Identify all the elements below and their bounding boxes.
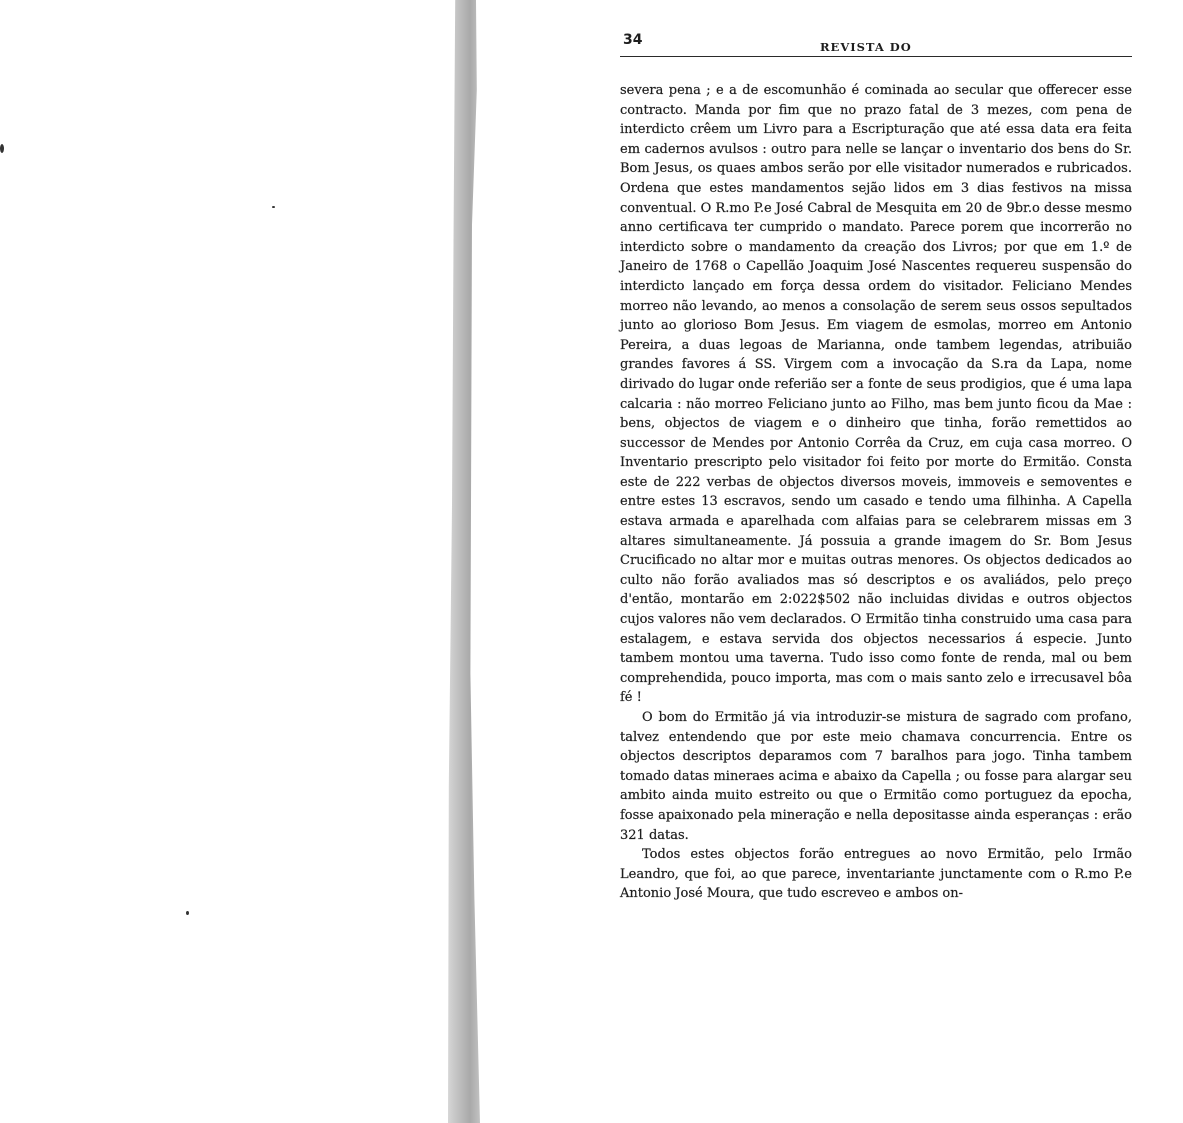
body-text (620, 81, 1132, 904)
book-spine-shadow (448, 0, 488, 1123)
paragraph-3: Todos estes objectos forão entregues ao novo Ermitão, pelo Irmão Leandro, que foi, ao que parece, inventariante junctamente com o R.mo P.e Antonio José Moura, que tudo escreveo e ambos on- (620, 847, 1132, 902)
scan-speck (186, 911, 189, 915)
page-header (620, 30, 1132, 57)
scan-speck (0, 144, 4, 153)
paragraph-1: severa pena ; e a de escomunhão é cominada ao secular que offerecer esse contracto. Manda por fim que no prazo fatal de 3 mezes, com pena de interdicto crêem um Livro para a Escripturação que até essa data era feita em cadernos avulsos : outro para nelle se lançar o inventario dos bens do Sr. Bom Jesus, os quaes ambos serão por elle visitador numerados e rubricados. Ordena que estes mandamentos sejão lidos em 3 dias festivos na missa conventual. O R.mo P.e José Cabral de Mesquita em 20 de 9br.o desse mesmo anno certificava ter cumprido o mandato. Parece porem que incorrerão no interdicto sobre o mandamento da creação dos Livros; por que em 1.º de Janeiro de 1768 o Capellão Joaquim José Nascentes requereu suspensão do interdicto lançado em força dessa ordem do visitador. Feliciano Mendes morreo não levando, ao menos a consolação de serem seus ossos sepultados junto ao glorioso Bom Jesus. Em viagem de esmolas, morreo em Antonio Pereira, a duas legoas de Marianna, onde tambem legendas, atribuião grandes favores á SS. Virgem com a invocação da S.ra da Lapa, nome dirivado do lugar onde referião ser a fonte de seus prodigios, que é uma lapa calcaria : não morreo Feliciano junto ao Filho, mas bem junto ficou da Mae : bens, objectos de viagem e o dinheiro que tinha, forão remettidos ao successor de Mendes por Antonio Corrêa da Cruz, em cuja casa morreo. O Inventario prescripto pelo visitador foi feito por morte do Ermitão. Consta este de 222 verbas de objectos diversos moveis, immoveis e semoventes e entre estes 13 escravos, sendo um casado e tendo uma filhinha. A Capella estava armada e aparelhada com alfaias para se celebrarem missas em 3 altares simultaneamente. Já possuia a grande imagem do Sr. Bom Jesus Crucificado no altar mor e muitas outras menores. Os objectos dedicados ao culto não forão avaliados mas só descriptos e os avaliádos, pelo preço d'então, montarão em 2:022$502 não incluidas dividas e outros objectos cujos valores não vem declarados. O Ermitão tinha construido uma casa para estalagem, e estava servida dos objectos necessarios á especie. Junto tambem montou uma taverna. Tudo isso como fonte de renda, mal ou bem comprehendida, pouco importa, mas com o mais santo zelo e irrecusavel bôa fé ! (620, 83, 1132, 706)
paragraph-2: O bom do Ermitão já via introduzir-se mistura de sagrado com profano, talvez entendendo que por este meio chamava concurrencia. Entre os objectos descriptos deparamos com 7 baralhos para jogo. Tinha tambem tomado datas mineraes acima e abaixo da Capella ; ou fosse para alargar seu ambito ainda muito estreito ou que o Ermitão como portuguez da epocha, fosse apaixonado pela mineração e nella depositasse ainda esperanças : erão 321 datas. (620, 710, 1132, 843)
running-head: REVISTA DO (820, 40, 912, 54)
scan-speck (272, 206, 275, 208)
book-page (620, 30, 1132, 904)
page-number: 34 (623, 32, 643, 48)
